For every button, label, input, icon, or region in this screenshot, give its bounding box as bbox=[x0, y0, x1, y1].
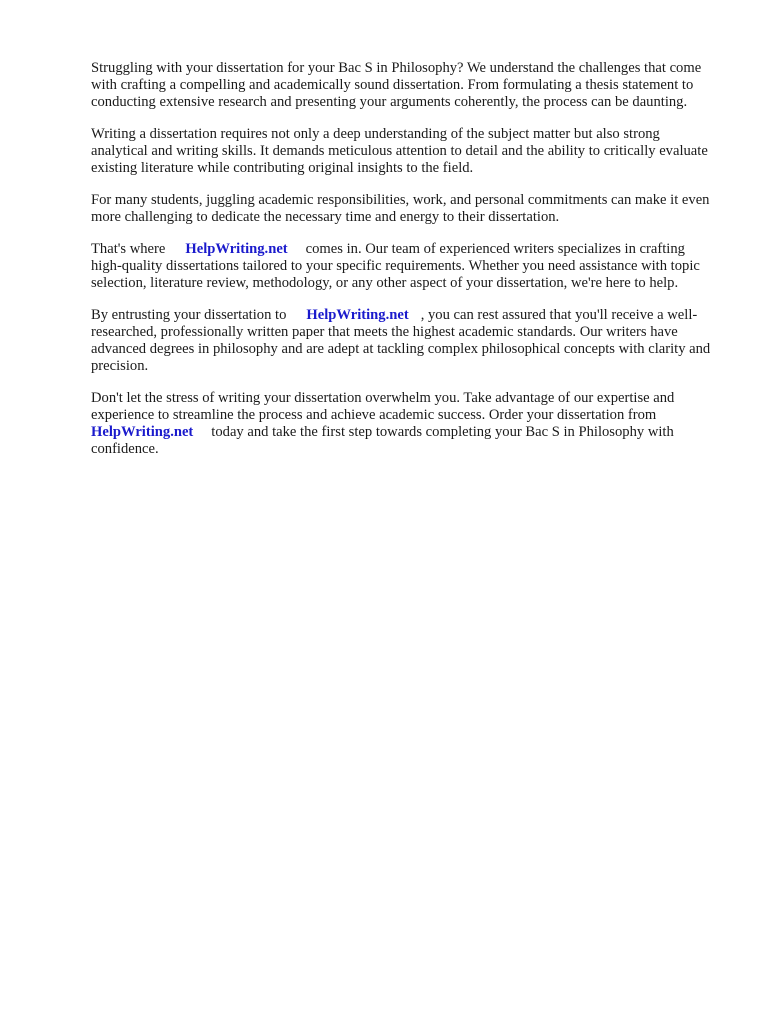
paragraph-trust-rest: , you can rest assured that you'll receive a well-researched, professionally written paper that meets the highest academic standards. Our writers have advanced degrees in philosophy and are adept at tackling complex philosophical concepts with clarity and precision. bbox=[91, 307, 711, 374]
paragraph-intro: Struggling with your dissertation for your Bac S in Philosophy? We understand the challenges that come with crafting a compelling and academically sound dissertation. From formulating a thesis statement to conducting extensive research and presenting your arguments coherently, the process can be daunting. bbox=[91, 60, 702, 110]
paragraph-closing bbox=[91, 390, 716, 458]
paragraph-service-rest: comes in. Our team of experienced writers specializes in crafting high-quality dissertations tailored to your specific requirements. Whether you need assistance with topic selection, literature review, methodology, or any other aspect of your dissertation, we're here to help. bbox=[91, 241, 700, 291]
helpwriting-link-3[interactable]: HelpWriting.net bbox=[91, 424, 194, 440]
helpwriting-link-2[interactable]: HelpWriting.net bbox=[306, 307, 409, 323]
paragraph-challenges: For many students, juggling academic responsibilities, work, and personal commitments can make it even more challenging to dedicate the necessary time and energy to their dissertation. bbox=[91, 192, 710, 225]
paragraph-closing-rest: today and take the first step towards completing your Bac S in Philosophy with confidence. bbox=[91, 424, 674, 457]
paragraph-trust-lead: By entrusting your dissertation to bbox=[91, 307, 287, 323]
paragraph-trust bbox=[91, 307, 716, 375]
paragraph-service bbox=[91, 241, 716, 292]
helpwriting-link-1[interactable]: HelpWriting.net bbox=[185, 241, 288, 257]
paragraph-closing-lead: Don't let the stress of writing your dissertation overwhelm you. Take advantage of our expertise and experience to streamline the process and achieve academic success. Order your dissertation from bbox=[91, 390, 675, 423]
paragraph-service-lead: That's where bbox=[91, 241, 166, 257]
paragraph-requirements: Writing a dissertation requires not only a deep understanding of the subject matter but also strong analytical and writing skills. It demands meticulous attention to detail and the ability to critically evaluate existing literature while contributing original insights to the field. bbox=[91, 126, 708, 176]
